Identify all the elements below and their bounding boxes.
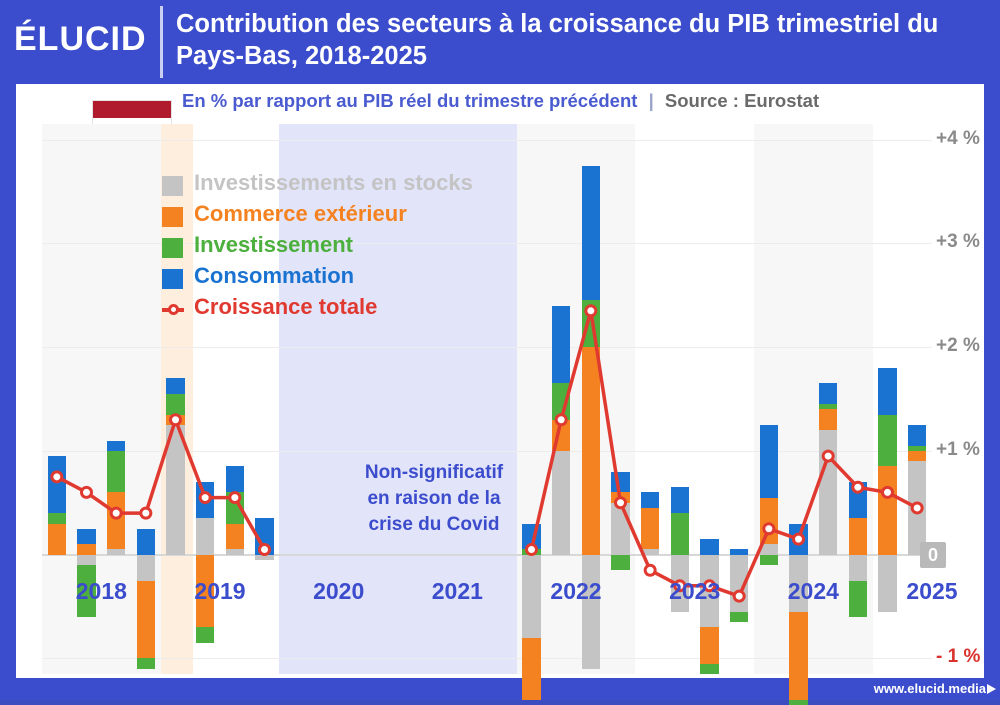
legend-swatch-icon bbox=[162, 207, 183, 227]
growth-line-marker bbox=[912, 503, 922, 513]
y-tick-label: +2 % bbox=[936, 335, 980, 357]
x-tick-label: 2024 bbox=[787, 578, 839, 604]
growth-line-marker bbox=[230, 493, 240, 503]
covid-annotation: Non-significatif en raison de la crise du Covid bbox=[364, 462, 504, 535]
growth-line-marker bbox=[260, 544, 270, 554]
chart-card bbox=[16, 84, 984, 678]
growth-line-marker bbox=[111, 508, 121, 518]
growth-line-marker bbox=[200, 493, 210, 503]
y-tick-zero: 0 bbox=[920, 542, 946, 568]
legend-label: Consommation bbox=[194, 263, 355, 288]
growth-line-marker bbox=[82, 487, 92, 497]
growth-line-marker bbox=[764, 524, 774, 534]
legend-marker-icon bbox=[168, 304, 179, 315]
y-tick-label: +3 % bbox=[936, 231, 980, 253]
footer-triangle-icon bbox=[987, 684, 996, 694]
elucid-logo: ÉLUCID bbox=[14, 20, 147, 58]
growth-line-marker bbox=[52, 472, 62, 482]
source-label: Source : Eurostat bbox=[664, 90, 820, 111]
legend-swatch-icon bbox=[162, 176, 183, 196]
page-title: Contribution des secteurs à la croissance du PIB trimestriel du Pays-Bas, 2018-2025 bbox=[176, 10, 939, 70]
legend-label: Croissance totale bbox=[194, 294, 378, 319]
growth-line-marker bbox=[853, 482, 863, 492]
subtitle-separator: | bbox=[648, 90, 654, 111]
growth-line-marker bbox=[823, 451, 833, 461]
growth-line-marker bbox=[883, 487, 893, 497]
growth-line-marker bbox=[141, 508, 151, 518]
x-tick-label: 2025 bbox=[906, 578, 958, 604]
x-tick-label: 2018 bbox=[75, 578, 127, 604]
legend-swatch-icon bbox=[162, 238, 183, 258]
growth-line-marker bbox=[645, 565, 655, 575]
legend-label: Investissements en stocks bbox=[194, 170, 473, 195]
growth-line-path bbox=[532, 311, 918, 596]
growth-line-marker bbox=[616, 498, 626, 508]
bar-segment bbox=[789, 700, 807, 705]
legend-label: Commerce extérieur bbox=[194, 201, 407, 226]
y-tick-label: +1 % bbox=[936, 438, 980, 460]
y-tick-label: +4 % bbox=[936, 127, 980, 149]
growth-line-path bbox=[57, 420, 265, 550]
legend-label: Investissement bbox=[194, 232, 353, 257]
x-tick-label: 2023 bbox=[669, 578, 721, 604]
logo-divider bbox=[160, 6, 163, 78]
header-bar bbox=[0, 0, 1000, 84]
x-tick-label: 2022 bbox=[550, 578, 602, 604]
growth-line-marker bbox=[171, 415, 181, 425]
growth-line-marker bbox=[527, 544, 537, 554]
growth-line-marker bbox=[586, 306, 596, 316]
legend-swatch-icon bbox=[162, 269, 183, 289]
footer-url: www.elucid.media bbox=[873, 681, 986, 696]
subtitle-row bbox=[182, 90, 982, 116]
growth-line-marker bbox=[556, 415, 566, 425]
growth-line-marker bbox=[794, 534, 804, 544]
y-tick-label: - 1 % bbox=[936, 646, 981, 668]
x-axis-labels bbox=[42, 578, 958, 608]
subtitle-text: En % par rapport au PIB réel du trimestre précédent bbox=[182, 90, 638, 111]
x-tick-label: 2019 bbox=[194, 578, 246, 604]
x-tick-label: 2020 bbox=[313, 578, 365, 604]
x-tick-label: 2021 bbox=[431, 578, 483, 604]
